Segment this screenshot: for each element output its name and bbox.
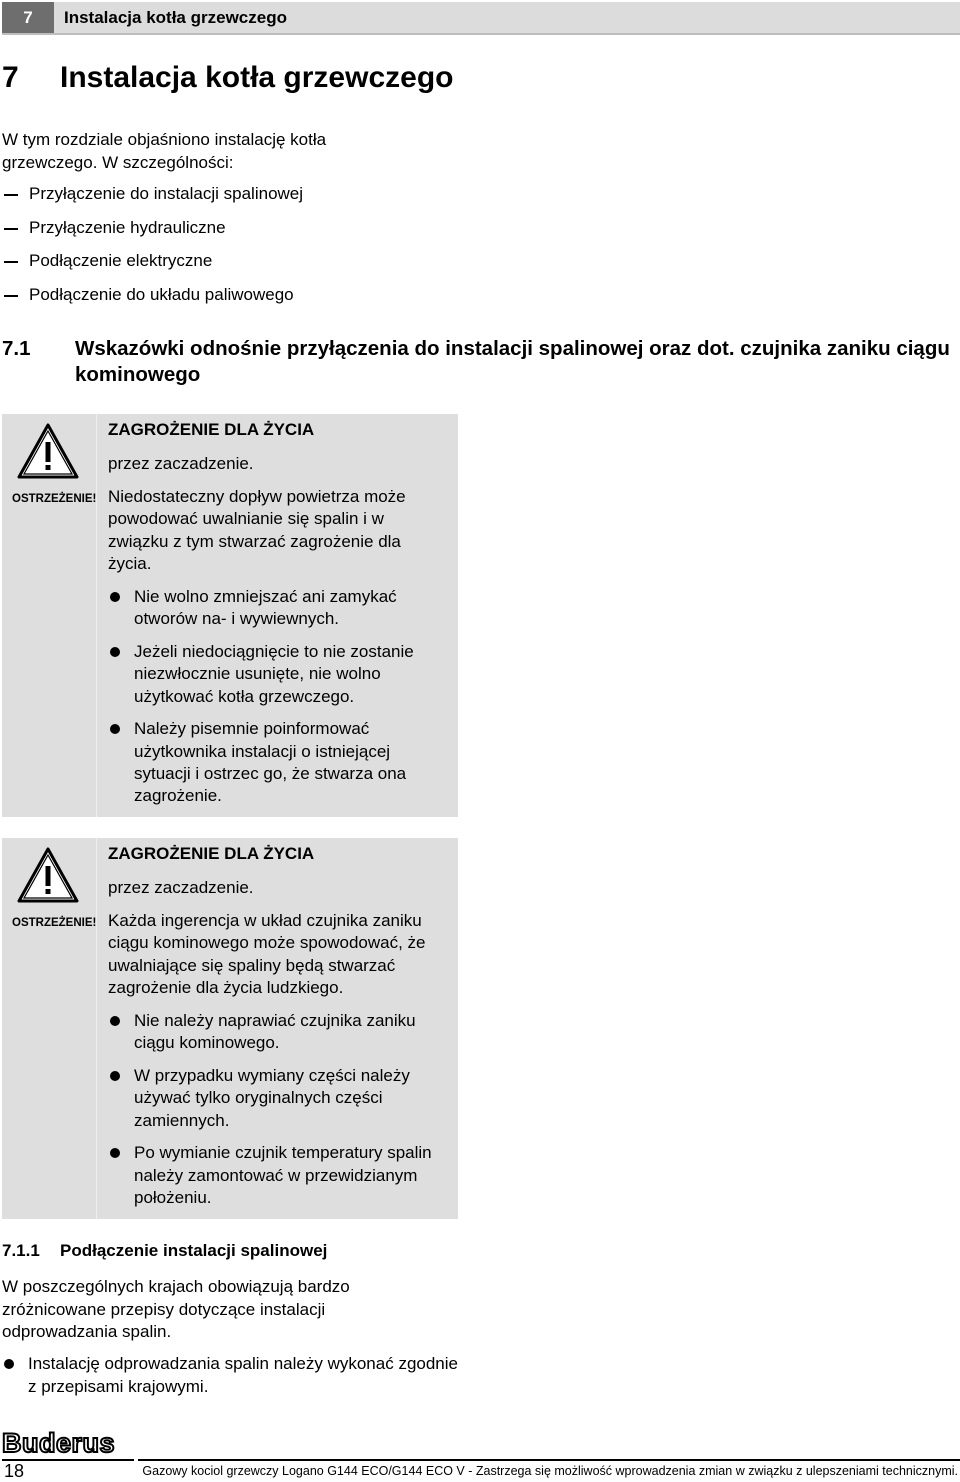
header-chapter-title: Instalacja kotła grzewczego [64, 8, 287, 27]
list-item: Jeżeli niedociągnięcie to nie zostanie niezwłocznie usunięte, nie wolno użytkować kotła grzewczego. [108, 641, 450, 708]
subsection-bullets [2, 1353, 468, 1398]
warning-label: OSTRZEŻENIE! [12, 917, 97, 929]
list-item: Przyłączenie do instalacji spalinowej [2, 183, 303, 205]
subsection-title: Podłączenie instalacji spalinowej [60, 1241, 328, 1260]
warning-description: Niedostateczny dopływ powietrza może powodować uwalnianie się spalin i w związku z tym stwarzać zagrożenie dla życia. [108, 487, 406, 573]
page-number: 18 [4, 1461, 25, 1481]
intro-list [2, 183, 303, 317]
warning-box [2, 414, 458, 817]
subsection-paragraph: W poszczególnych krajach obowiązują bardzo zróżnicowane przepisy dotyczące instalacji odprowadzania spalin. [2, 1277, 350, 1341]
subsection-number: 7.1.1 [2, 1241, 40, 1260]
footer-rule-right [138, 1459, 960, 1461]
buderus-logo: Buderus [2, 1428, 116, 1458]
list-item: W przypadku wymiany części należy używać tylko oryginalnych części zamiennych. [108, 1065, 454, 1132]
list-item: Nie wolno zmniejszać ani zamykać otworów na- i wywiewnych. [108, 586, 450, 631]
footer-text: Gazowy kociol grzewczy Logano G144 ECO/G144 ECO V - Zastrzega się możliwość wprowadzenia zmian w związku z ulepszeniami technicznymi. [142, 1464, 958, 1478]
warning-title: ZAGROŻENIE DLA ŻYCIA [108, 420, 315, 439]
warning-box [2, 838, 458, 1219]
list-item: Po wymianie czujnik temperatury spalin należy zamontować w przewidzianym położeniu. [108, 1142, 454, 1209]
chapter-heading [2, 60, 453, 96]
warning-subtitle: przez zaczadzenie. [108, 454, 254, 473]
list-item: Nie należy naprawiać czujnika zaniku ciągu kominowego. [108, 1010, 454, 1055]
running-header [2, 2, 960, 35]
list-item: Podłączenie do układu paliwowego [2, 284, 303, 306]
warning-label: OSTRZEŻENIE! [12, 493, 97, 505]
warning-description: Każda ingerencja w układ czujnika zaniku ciągu kominowego może spowodować, że uwalniające się spaliny będą stwarzać zagrożenie dla życia ludzkiego. [108, 911, 426, 997]
warning-subtitle: przez zaczadzenie. [108, 878, 254, 897]
warning-triangle-icon [16, 846, 80, 904]
header-chapter-number: 7 [2, 2, 54, 33]
warning-title: ZAGROŻENIE DLA ŻYCIA [108, 844, 315, 863]
warning-side [2, 838, 97, 1219]
warning-side [2, 414, 97, 817]
warning-triangle-icon [16, 422, 80, 480]
warning-bullets [108, 586, 450, 818]
list-item: Przyłączenie hydrauliczne [2, 217, 303, 239]
intro-paragraph: W tym rozdziale objaśniono instalację kotła grzewczego. W szczególności: [2, 130, 327, 172]
chapter-number: 7 [2, 61, 19, 94]
list-item: Podłączenie elektryczne [2, 250, 303, 272]
section-number: 7.1 [2, 337, 31, 360]
list-item: Należy pisemnie poinformować użytkownika instalacji o istniejącej sytuacji i ostrzec go, że stwarza ona zagrożenie. [108, 718, 450, 807]
section-title: Wskazówki odnośnie przyłączenia do instalacji spalinowej oraz dot. czujnika zaniku ciągu kominowego [75, 337, 950, 386]
section-heading [2, 336, 952, 388]
chapter-title: Instalacja kotła grzewczego [60, 61, 454, 94]
warning-bullets [108, 1010, 454, 1220]
list-item: Instalację odprowadzania spalin należy wykonać zgodnie z przepisami krajowymi. [2, 1353, 468, 1398]
subsection-heading [2, 1240, 327, 1262]
